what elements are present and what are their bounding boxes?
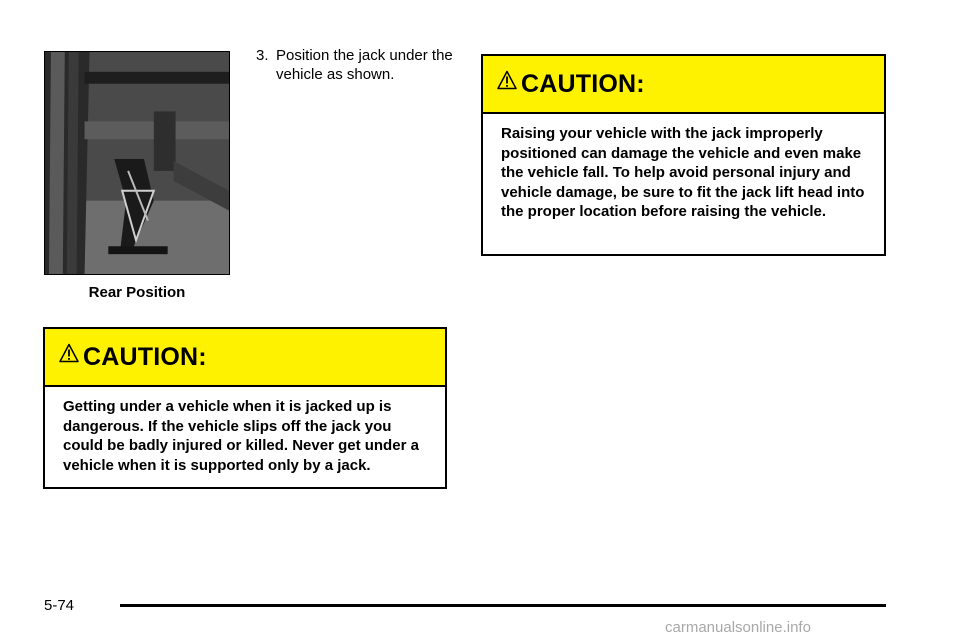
caution-box-getting-under — [43, 327, 447, 489]
caution-box-jack-positioning — [481, 54, 886, 256]
caution-header — [45, 329, 445, 387]
warning-triangle-icon — [497, 70, 517, 90]
step-text: Position the jack under the vehicle as shown. — [276, 47, 453, 83]
figure-caption: Rear Position — [88, 284, 186, 301]
footer-rule — [120, 604, 886, 607]
warning-triangle-icon — [59, 343, 79, 363]
jack-under-vehicle-illustration — [45, 52, 229, 274]
caution-body: Raising your vehicle with the jack improperly positioned can damage the vehicle and even make the vehicle fall. To help avoid personal injury and vehicle damage, be sure to fit the jack lift head into the proper location before raising the vehicle. — [501, 125, 865, 220]
caution-title: CAUTION: — [521, 69, 645, 98]
caution-body: Getting under a vehicle when it is jacked up is dangerous. If the vehicle slips off the jack you could be badly injured or killed. Never get under a vehicle when it is supported only by a jack. — [63, 398, 419, 474]
step-number: 3. — [256, 47, 269, 64]
rear-jack-photo — [44, 51, 230, 275]
caution-header — [483, 56, 884, 114]
watermark: carmanualsonline.info — [665, 619, 811, 636]
caution-title: CAUTION: — [83, 342, 207, 371]
step-3 — [256, 46, 456, 84]
page-number: 5-74 — [44, 597, 75, 614]
